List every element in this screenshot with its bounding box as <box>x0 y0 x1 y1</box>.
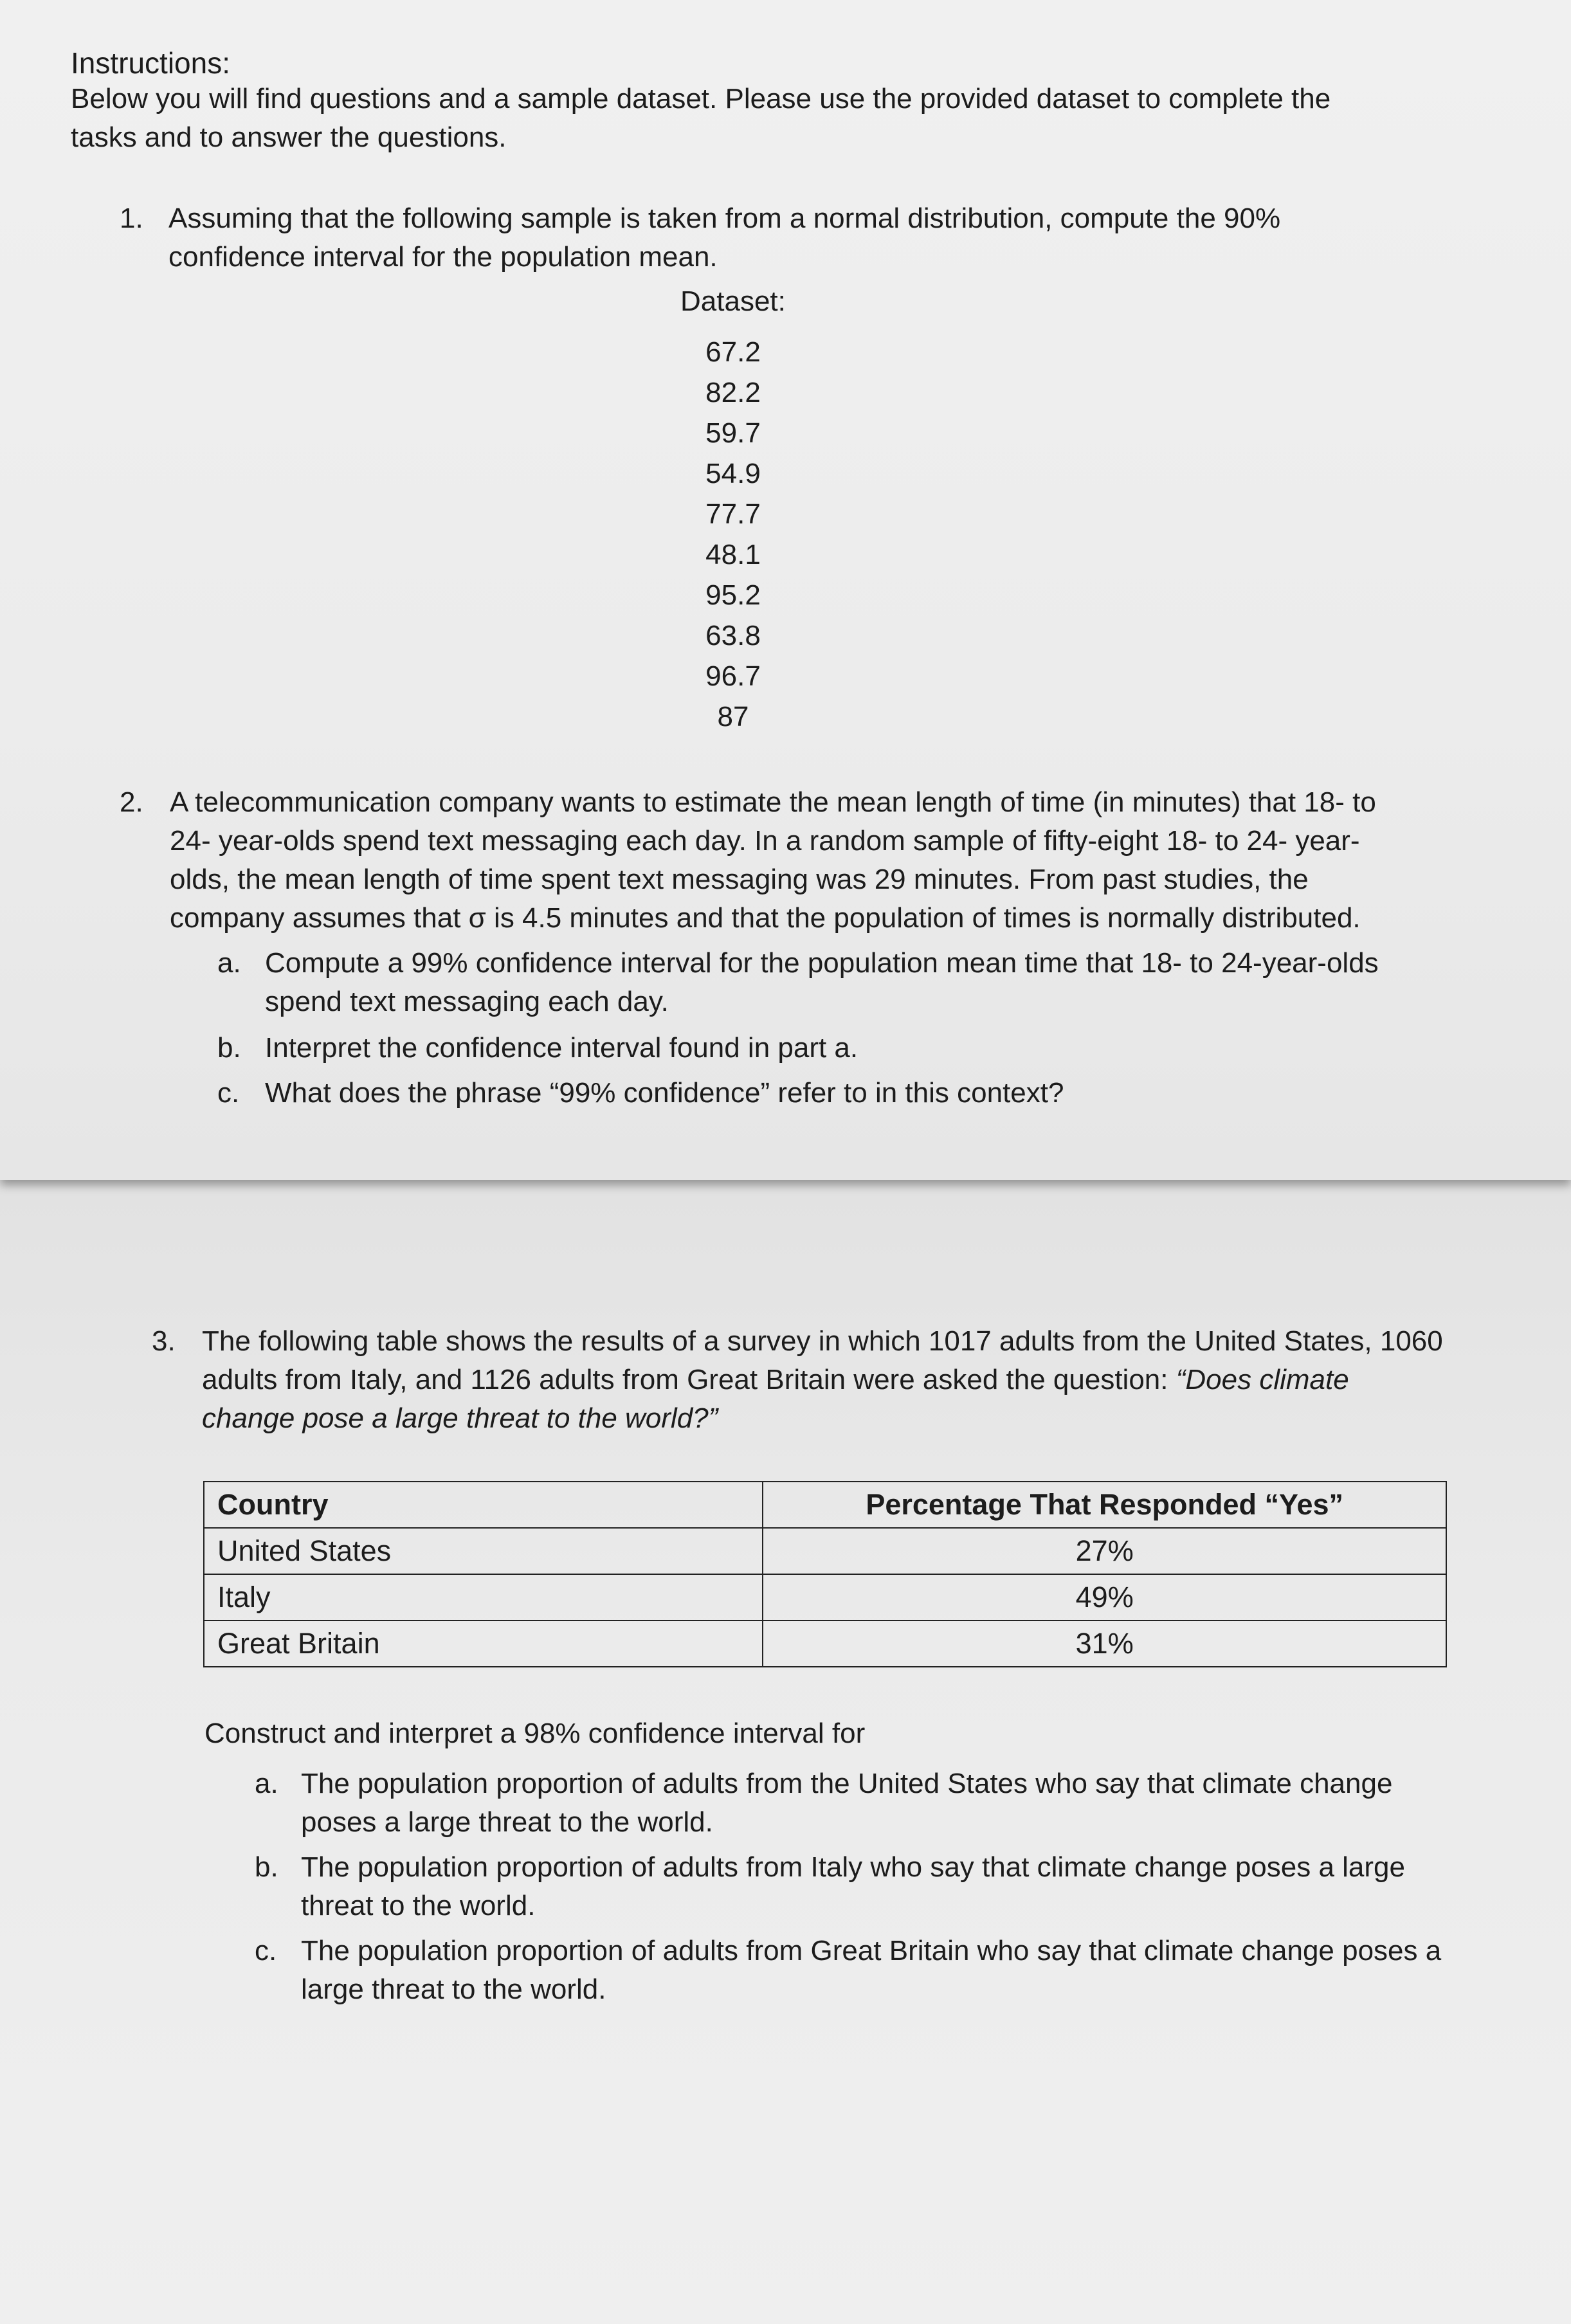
table-header-percentage: Percentage That Responded “Yes” <box>763 1482 1446 1528</box>
dataset-value: 54.9 <box>705 458 761 489</box>
dataset-value: 63.8 <box>705 620 761 651</box>
dataset-value: 48.1 <box>705 539 761 570</box>
dataset-list <box>682 332 785 737</box>
table-row <box>204 1574 1446 1620</box>
table-header-row <box>204 1482 1446 1528</box>
dataset-value: 95.2 <box>705 579 761 611</box>
table-cell-country: Italy <box>204 1574 763 1620</box>
question-3-instruction: Construct and interpret a 98% confidence interval for <box>204 1718 866 1749</box>
question-3-part-letter: a. <box>255 1768 278 1799</box>
question-3-text <box>202 1322 1443 1438</box>
question-2-part-a: Compute a 99% confidence interval for the population mean time that 18- to 24-year-olds spend text messaging each day. <box>265 947 1379 1017</box>
question-3-part-a: The population proportion of adults from the United States who say that climate change poses a large threat to the world. <box>301 1768 1393 1838</box>
question-2-part-letter: a. <box>217 947 241 979</box>
dataset-value: 96.7 <box>705 660 761 692</box>
table-row <box>204 1528 1446 1574</box>
question-1-text: Assuming that the following sample is taken from a normal distribution, compute the 90% confidence interval for the population mean. <box>168 203 1281 273</box>
question-3-quoted-question: “Does climate change pose a large threat to the world?” <box>202 1364 1349 1434</box>
question-3-text-plain: The following table shows the results of a survey in which 1017 adults from the United States, 1060 adults from Italy, and 1126 adults from Great Britain were asked the question: <box>202 1325 1443 1395</box>
question-2-part-letter: c. <box>217 1077 240 1109</box>
table-cell-percentage: 27% <box>763 1528 1446 1574</box>
dataset-value: 59.7 <box>705 417 761 449</box>
table-cell-percentage: 31% <box>763 1620 1446 1667</box>
dataset-value: 87 <box>717 701 749 732</box>
survey-table <box>203 1481 1447 1667</box>
table-header-country: Country <box>204 1482 763 1528</box>
instructions-body: Below you will find questions and a sample dataset. Please use the provided dataset to complete the tasks and to answer the questions. <box>71 83 1331 153</box>
question-2-part-b: Interpret the confidence interval found in part a. <box>265 1032 858 1064</box>
question-1-number: 1. <box>120 203 143 234</box>
question-3-part-c: The population proportion of adults from Great Britain who say that climate change poses a large threat to the world. <box>301 1935 1442 2005</box>
question-3-number: 3. <box>152 1325 176 1357</box>
dataset-label: Dataset: <box>680 286 786 317</box>
question-3-part-b: The population proportion of adults from Italy who say that climate change poses a large threat to the world. <box>301 1851 1405 1921</box>
instructions-title: Instructions: <box>71 46 230 80</box>
question-3-part-letter: c. <box>255 1935 277 1966</box>
dataset-value: 67.2 <box>705 336 761 368</box>
dataset-value: 82.2 <box>705 377 761 408</box>
question-2-part-c: What does the phrase “99% confidence” refer to in this context? <box>265 1077 1064 1109</box>
table-cell-percentage: 49% <box>763 1574 1446 1620</box>
question-2-text: A telecommunication company wants to estimate the mean length of time (in minutes) that 18- to 24- year-olds spend text messaging each day. In a random sample of fifty-eight 18- to 24- year-olds, the mean length of time spent text messaging was 29 minutes. From past studies, the company assumes that σ is 4.5 minutes and that the population of times is normally distributed. <box>170 786 1376 934</box>
question-3-part-letter: b. <box>255 1851 278 1883</box>
table-cell-country: Great Britain <box>204 1620 763 1667</box>
question-2-number: 2. <box>120 786 143 818</box>
table-row <box>204 1620 1446 1667</box>
table-cell-country: United States <box>204 1528 763 1574</box>
question-2-part-letter: b. <box>217 1032 241 1064</box>
dataset-value: 77.7 <box>705 498 761 530</box>
